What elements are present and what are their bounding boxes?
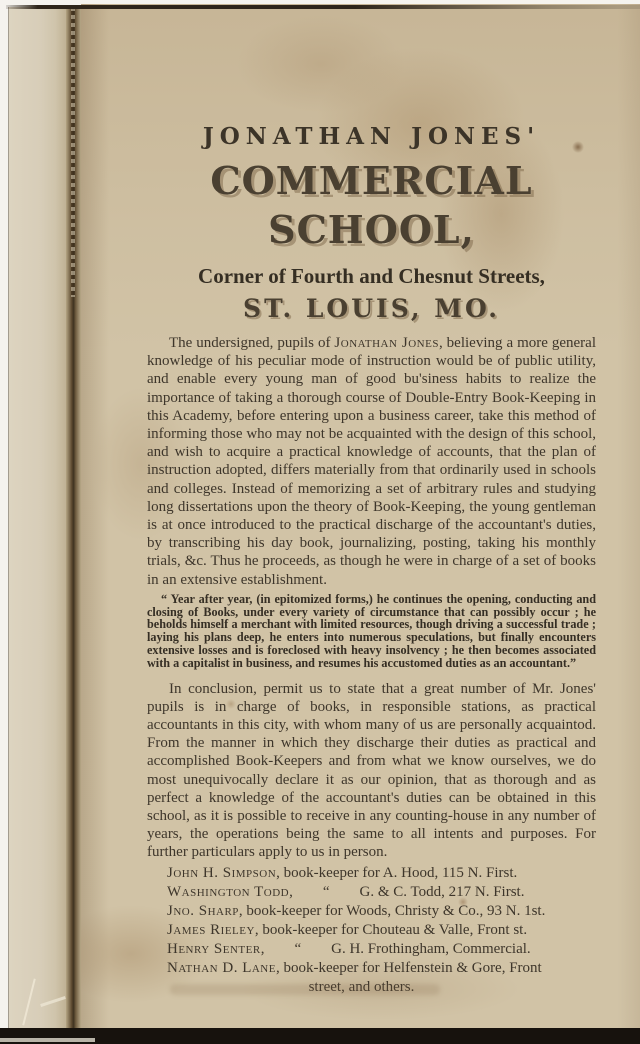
signature-entry [167, 940, 596, 959]
signer-detail: , book-keeper for Woods, Christy & Co., 93 N. 1st. [238, 902, 546, 919]
scan-bottom-notch [0, 1038, 95, 1042]
intro-text-after: , believing a more general knowledge of his peculiar mode of instruction would be of public utility, and enable every young man of good bu'siness habits to realize the importance of taking a thorough course of Double-Entry Book-Keeping in this Academy, before entering upon a business career, take this method of informing those who may not be acquainted with the design of this school, and wish to acquire a practical knowledge of accounts, that the plan of instruction adopted, differs materially from that ordinarily used in schools and colleges. Instead of memorizing a set of arbitrary rules and studying long dissertations upon the theory of Book-Keeping, the young gentleman is at once introduced to the practical discharge of the accountant's duties, by transcribing his day book, journalizing, posting, taking his monthly trials, &c. Thus he proceeds, as though he were in charge of a set of books in an extensive establishment. [147, 335, 596, 588]
facing-page-edge [8, 7, 67, 1028]
scan-top-edge [6, 5, 640, 9]
city-state-line: ST. LOUIS, MO. [243, 294, 500, 323]
show-through-stain [170, 984, 440, 995]
document-page [81, 4, 640, 1028]
proprietor-name-heading: JONATHAN JONES' [202, 123, 541, 150]
signature-tail-line: street, and others. [308, 978, 415, 995]
signer-name: Jno. Sharp [167, 902, 239, 919]
signature-entry [167, 864, 596, 883]
signature-list [167, 864, 596, 997]
signer-detail: , “ G. H. Frothingham, Commercial. [260, 940, 531, 957]
inline-proprietor-name: Jonathan Jones [334, 335, 439, 351]
signer-name: Nathan D. Lane [167, 959, 276, 976]
advert-title-block [147, 124, 596, 324]
signer-name: James Rieley [167, 921, 255, 938]
signer-name: John H. Simpson [167, 864, 277, 881]
conclusion-paragraph: In conclusion, permit us to state that a great number of Mr. Jones' pupils is in charge of books, in responsible stations, as practical accountants in this city, with whom many of us are personally acquaintod. From the manner in which they discharge their duties as practical and accomplished Book-Keepers and from what we know ourselves, we do most unequivocally declare it as our opinion, that as thorough and as perfect a knowledge of the accountant's duties can be obtained in this school, as it is possible to receive in any counting-house in any number of years, the operations being the same to all intents and purposes. For further particulars apply to us in person. [147, 680, 596, 861]
signature-entry [167, 883, 596, 902]
signature-entry [167, 959, 596, 978]
school-title-heading: COMMERCIAL SCHOOL, [210, 158, 533, 252]
signature-entry [167, 921, 596, 940]
binding-stitch-texture [71, 7, 75, 297]
signer-detail: , book-keeper for Helfenstein & Gore, Front [275, 959, 542, 976]
signer-name: Washington Todd [167, 883, 290, 900]
street-address-line: Corner of Fourth and Chesnut Streets, [198, 264, 545, 288]
scan-bottom-edge [0, 1028, 640, 1044]
signer-detail: , “ G. & C. Todd, 217 N. First. [289, 883, 525, 900]
quote-paragraph: “ Year after year, (in epitomized forms,) he continues the opening, conducting and closing of Books, under every variety of circumstance that can possibly occur ; he beholds himself a merchant with limited resources, though driving a successful trade ; laying his plans deep, he enters into numerous speculations, but finally encounters extensive losses and is foreclosed with heavy insolvency ; he then becomes associated with a capitalist in business, and resumes his accustomed duties as an accountant.” [147, 591, 596, 670]
signer-detail: , book-keeper for A. Hood, 115 N. First. [276, 864, 518, 881]
signature-entry [167, 902, 596, 921]
intro-paragraph [147, 334, 596, 589]
signer-name: Henry Senter [167, 940, 261, 957]
signer-detail: , book-keeper for Chouteau & Valle, Front st. [254, 921, 528, 938]
page-content [81, 124, 640, 997]
intro-text-before: The undersigned, pupils of [169, 335, 335, 351]
